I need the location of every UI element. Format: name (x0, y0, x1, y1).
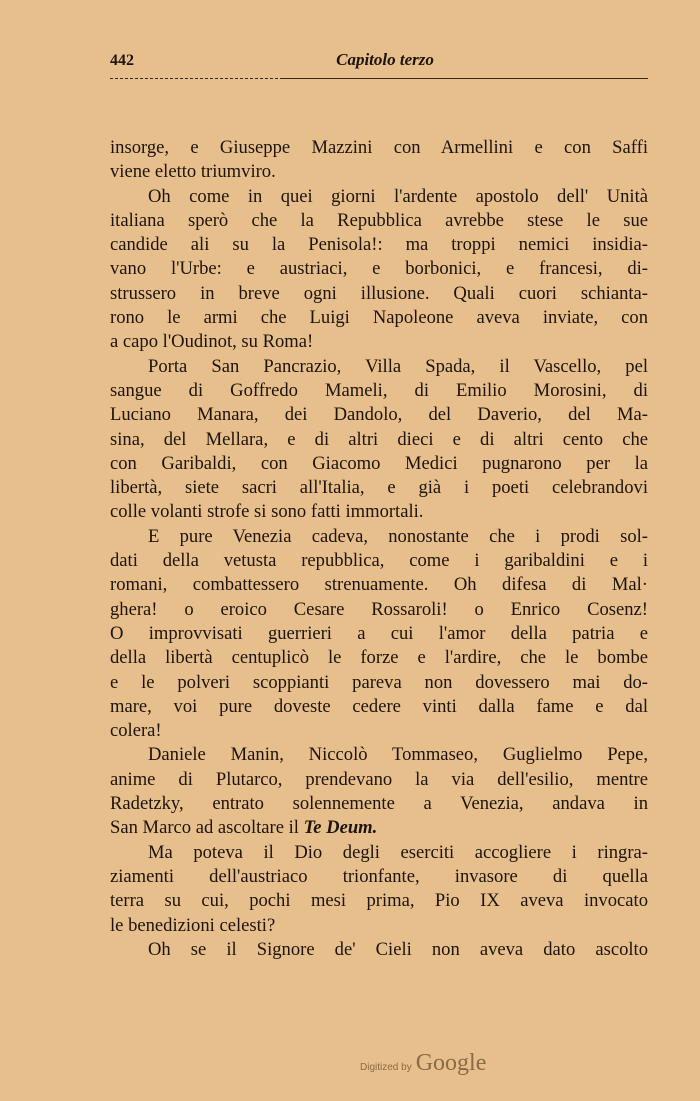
text-line-content: libertà, siete sacri all'Italia, e già i poeti celebrandovi (110, 477, 648, 499)
text-line (110, 330, 648, 354)
text-line-content: con Garibaldi, con Giacomo Medici pugnarono per la (110, 452, 648, 474)
text-line-content: terra su cui, pochi mesi prima, Pio IX aveva invocato (110, 890, 648, 912)
text-line-content: italiana sperò che la Repubblica avrebbe stese le sue (110, 209, 648, 231)
text-line (110, 695, 648, 719)
text-line-content: Oh come in quei giorni l'ardente apostolo dell' Unità (148, 185, 648, 207)
text-line (110, 841, 648, 865)
text-line-content: insorge, e Giuseppe Mazzini con Armellini e con Saffi (110, 137, 648, 158)
text-line (110, 500, 648, 524)
text-line-content: colle volanti strofe si sono fatti immortali. (110, 501, 424, 523)
text-line-content: viene eletto triumviro. (110, 161, 276, 183)
text-line-content: candide ali su la Penisola!: ma troppi nemici insidia- (110, 234, 648, 256)
text-line-content: Radetzky, entrato solennemente a Venezia, andava in (110, 793, 648, 815)
text-line-content: San Marco ad ascoltare il (110, 817, 304, 839)
text-line-content: sangue di Goffredo Mameli, di Emilio Morosini, di (110, 379, 648, 401)
text-line (110, 865, 648, 889)
text-line-content: E pure Venezia cadeva, nonostante che i prodi sol- (148, 525, 648, 547)
text-line-content: vano l'Urbe: e austriaci, e borbonici, e francesi, di- (110, 258, 648, 280)
text-line-content: a capo l'Oudinot, su Roma! (110, 331, 314, 353)
digitized-watermark (360, 1050, 486, 1077)
text-line (110, 622, 648, 646)
text-line (110, 743, 648, 767)
text-line (110, 889, 648, 913)
text-line-content: Porta San Pancrazio, Villa Spada, il Vascello, pel (148, 355, 648, 377)
header-rule-solid (280, 78, 648, 79)
text-line-content: anime di Plutarco, prendevano la via dell'esilio, mentre (110, 768, 648, 790)
text-line (110, 646, 648, 670)
text-line (110, 549, 648, 573)
text-line-content: ghera! o eroico Cesare Rossaroli! o Enrico Cosenz! (110, 598, 648, 620)
text-line-content: della libertà centuplicò le forze e l'ardire, che le bombe (110, 647, 648, 669)
text-line-content: mare, voi pure doveste cedere vinti dalla fame e dal (110, 695, 648, 717)
text-line (110, 573, 648, 597)
text-line-content: romani, combattessero strenuamente. Oh difesa di Mal· (110, 574, 648, 596)
text-line-content: ziamenti dell'austriaco trionfante, invasore di quella (110, 865, 648, 887)
text-line (110, 379, 648, 403)
google-logo: Google (415, 1050, 487, 1076)
italic-title: Te Deum. (303, 817, 378, 839)
text-line (110, 452, 648, 476)
text-line-content: dati della vetusta repubblica, come i garibaldini e i (110, 550, 648, 572)
text-line (110, 282, 648, 306)
text-line-content: rono le armi che Luigi Napoleone aveva inviate, con (110, 307, 648, 329)
text-line (110, 476, 648, 500)
text-line (110, 768, 648, 792)
text-line (110, 185, 648, 209)
text-line (110, 403, 648, 427)
text-line (110, 160, 648, 184)
text-line (110, 428, 648, 452)
text-line-content: e le polveri scoppianti pareva non dovessero mai do- (110, 671, 648, 693)
text-line (110, 257, 648, 281)
page-number: 442 (110, 52, 134, 69)
text-line-content: Daniele Manin, Niccolò Tommaseo, Guglielmo Pepe, (148, 744, 648, 766)
text-line (110, 136, 648, 160)
text-line (110, 792, 648, 816)
text-line (110, 233, 648, 257)
text-line (110, 306, 648, 330)
text-line-content: colera! (110, 720, 162, 742)
text-line (110, 598, 648, 622)
digitized-by-label: Digitized by (360, 1062, 412, 1073)
text-line-content: Oh se il Signore de' Cieli non aveva dato ascolto (148, 938, 648, 960)
text-line-content: sina, del Mellara, e di altri dieci e di altri cento che (110, 428, 648, 450)
text-line (110, 719, 648, 743)
text-line (110, 525, 648, 549)
text-line-content: Luciano Manara, dei Dandolo, del Daverio, del Ma- (110, 404, 648, 426)
text-line (110, 816, 648, 840)
text-line (110, 914, 648, 938)
text-line (110, 355, 648, 379)
text-line (110, 671, 648, 695)
text-line-content: Ma poteva il Dio degli eserciti accogliere i ringra- (148, 841, 648, 863)
text-line-content: le benedizioni celesti? (110, 914, 276, 936)
text-line (110, 209, 648, 233)
body-text (110, 136, 648, 962)
text-line-content: O improvvisati guerrieri a cui l'amor della patria e (110, 622, 648, 644)
running-head: Capitolo terzo (336, 50, 434, 69)
text-line-content: strussero in breve ogni illusione. Quali cuori schianta- (110, 282, 648, 304)
text-line (110, 938, 648, 962)
